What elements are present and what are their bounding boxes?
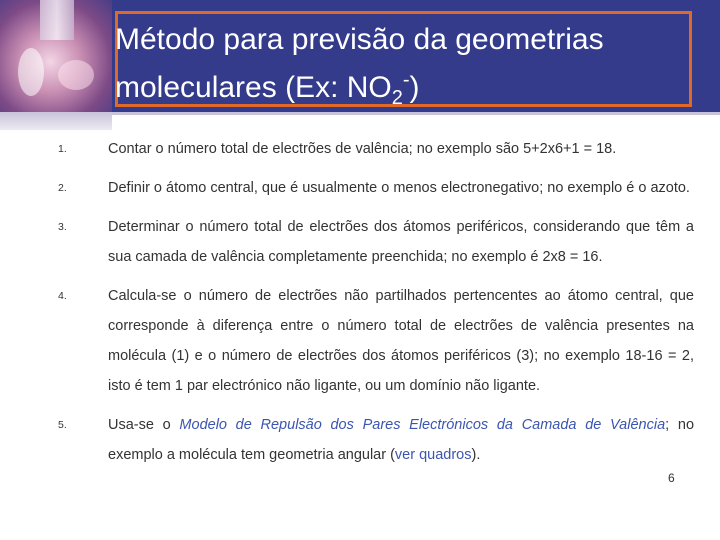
- item-number: 2.: [58, 182, 67, 194]
- item-text: Contar o número total de electrões de valência; no exemplo são 5+2x6+1 = 18.: [108, 141, 617, 157]
- list-item: [58, 173, 694, 203]
- slide-number: 6: [668, 471, 675, 485]
- flask-highlight: [18, 48, 44, 96]
- item-text: Definir o átomo central, que é usualmente o menos electronegativo; no exemplo é o azoto.: [108, 180, 690, 196]
- title-superscript: -: [402, 69, 410, 91]
- item-text-mid: ; no exemplo a molécula tem geometria angular (: [108, 417, 695, 463]
- title-line-2-end: ): [409, 71, 420, 104]
- item-text-end: ).: [471, 447, 481, 463]
- title-line-2: [115, 60, 690, 118]
- title-rule: [112, 112, 720, 115]
- item-number: 3.: [58, 221, 67, 233]
- flask-neck: [40, 0, 74, 40]
- item-text: Calcula-se o número de electrões não partilhados pertencentes ao átomo central, que corresponde à diferença entre o número total de electrões de valência presentes na molécula (1) e o número de electrões dos átomos periféricos (3); no exemplo 18-16 = 2, isto é tem 1 par electrónico não ligante, ou um domínio não ligante.: [108, 288, 694, 394]
- item-number: 5.: [58, 419, 67, 431]
- see-tables-link[interactable]: ver quadros: [394, 447, 472, 463]
- list-item: [58, 281, 694, 401]
- flask-highlight-secondary: [58, 60, 94, 90]
- item-number: 4.: [58, 290, 67, 302]
- item-text-start: Usa-se o: [108, 417, 180, 433]
- vsepr-model-text: Modelo de Repulsão dos Pares Electrónicos da Camada de Valência: [179, 417, 666, 433]
- flask-image: [0, 0, 112, 112]
- list-item: [58, 410, 694, 470]
- item-number: 1.: [58, 143, 67, 155]
- item-text: Determinar o número total de electrões dos átomos periféricos, considerando que têm a sua camada de valência completamente preenchida; no exemplo é 2x8 = 16.: [108, 219, 694, 265]
- list-item: [58, 134, 694, 164]
- title-line-1: Método para previsão da geometrias: [115, 23, 604, 56]
- steps-list: [58, 134, 694, 479]
- title-line-2-text: moleculares (Ex: NO: [115, 71, 392, 104]
- list-item: [58, 212, 694, 272]
- flask-base: [0, 112, 112, 130]
- title-subscript: 2: [391, 87, 403, 109]
- slide-title: [115, 20, 690, 118]
